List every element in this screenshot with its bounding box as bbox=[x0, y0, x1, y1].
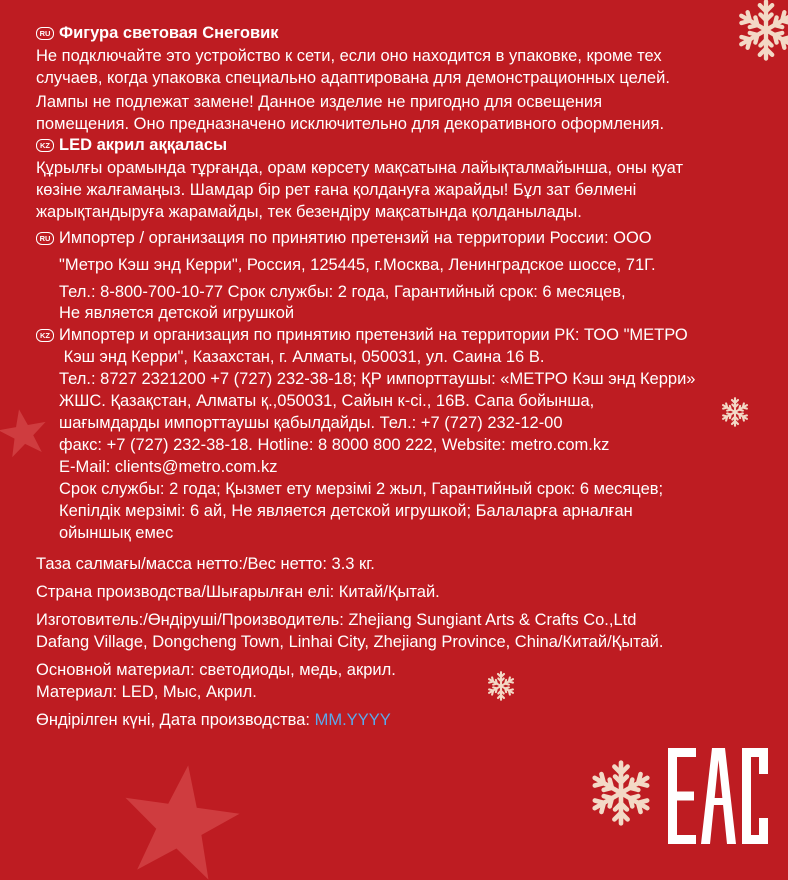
kz-text-line: жарықтандыруға жарамайды, тек безендіру мақсатында қолданылады. bbox=[36, 203, 582, 221]
snowflake-icon bbox=[735, 0, 788, 62]
importer-ru-line: Не является детской игрушкой bbox=[59, 304, 295, 322]
snowflake-icon bbox=[720, 396, 750, 428]
production-date-value: MM.YYYY bbox=[314, 711, 391, 729]
ru-text-line: помещения. Оно предназначено исключительно для декоративного оформления. bbox=[36, 115, 665, 133]
ru-text-line: Лампы не подлежат замене! Данное изделие не пригодно для освещения bbox=[36, 93, 603, 111]
ru-title: RU Фигура световая Снеговик bbox=[36, 22, 279, 44]
importer-kz-line: шағымдарды импорттаушы қабылдайды. Тел.: +7 (727) 232-12-00 bbox=[59, 414, 563, 432]
snowflake-icon bbox=[588, 760, 654, 826]
production-date: Өндірілген күні, Дата производства: MM.YYYY bbox=[36, 711, 391, 729]
star-icon bbox=[0, 404, 48, 460]
ru-badge: RU bbox=[36, 27, 54, 40]
kz-title: KZ LED акрил аққаласы bbox=[36, 134, 227, 156]
ru-text-line: Не подключайте это устройство к сети, если оно находится в упаковке, кроме тех bbox=[36, 47, 662, 65]
eac-mark-icon bbox=[668, 748, 768, 844]
country-of-origin: Страна производства/Шығарылған елі: Китай/Қытай. bbox=[36, 583, 440, 601]
importer-kz-line: Кэш энд Керри", Казахстан, г. Алматы, 050031, ул. Саина 16 В. bbox=[59, 348, 545, 366]
importer-ru-line: Импортер / организация по принятию претензий на территории России: ООО bbox=[59, 229, 652, 247]
importer-kz-line: E-Mail: clients@metro.com.kz bbox=[59, 458, 278, 476]
net-weight: Таза салмағы/масса нетто:/Вес нетто: 3.3 кг. bbox=[36, 555, 375, 573]
importer-kz-line: Тел.: 8727 2321200 +7 (727) 232-38-18; ҚР импорттаушы: «МЕТРО Кэш энд Керри» bbox=[59, 370, 696, 388]
kz-text-line: көзіне жалғамаңыз. Шамдар бір рет ғана қолдануға жарайды! Бұл зат бөлмені bbox=[36, 181, 637, 199]
importer-ru-line: Тел.: 8-800-700-10-77 Срок службы: 2 года, Гарантийный срок: 6 месяцев, bbox=[59, 283, 626, 301]
snowflake-icon bbox=[486, 670, 516, 702]
material-line: Материал: LED, Мыс, Акрил. bbox=[36, 683, 257, 701]
importer-ru-line: "Метро Кэш энд Керри", Россия, 125445, г.Москва, Ленинградское шоссе, 71Г. bbox=[59, 256, 656, 274]
kz-badge: KZ bbox=[36, 139, 54, 152]
material-line: Основной материал: светодиоды, медь, акрил. bbox=[36, 661, 396, 679]
importer-kz-line: ойыншық емес bbox=[59, 524, 174, 542]
kz-text-line: Құрылғы орамында тұрғанда, орам көрсету мақсатына лайықталмайынша, оны қуат bbox=[36, 159, 684, 177]
importer-kz-line: Кепілдік мерзімі: 6 ай, Не является детской игрушкой; Балаларға арналған bbox=[59, 502, 633, 520]
importer-kz-line: факс: +7 (727) 232-38-18. Hotline: 8 8000 800 222, Website: metro.com.kz bbox=[59, 436, 610, 454]
kz-badge: KZ bbox=[36, 329, 54, 342]
importer-kz-line: Импортер и организация по принятию претензий на территории РК: ТОО "МЕТРО bbox=[59, 326, 688, 344]
ru-text-line: случаев, когда упаковка специально адаптирована для демонстрационных целей. bbox=[36, 69, 670, 87]
manufacturer-line: Изготовитель:/Өндіруші/Производитель: Zhejiang Sungiant Arts & Crafts Co.,Ltd bbox=[36, 611, 637, 629]
ru-badge: RU bbox=[36, 232, 54, 245]
star-icon bbox=[118, 760, 243, 880]
importer-kz-line: Срок службы: 2 года; Қызмет ету мерзімі 2 жыл, Гарантийный срок: 6 месяцев; bbox=[59, 480, 664, 498]
importer-kz-line: ЖШС. Қазақстан, Алматы қ.,050031, Сайын к-сі., 16В. Сапа бойынша, bbox=[59, 392, 595, 410]
manufacturer-line: Dafang Village, Dongcheng Town, Linhai City, Zhejiang Province, China/Китай/Қытай. bbox=[36, 633, 664, 651]
